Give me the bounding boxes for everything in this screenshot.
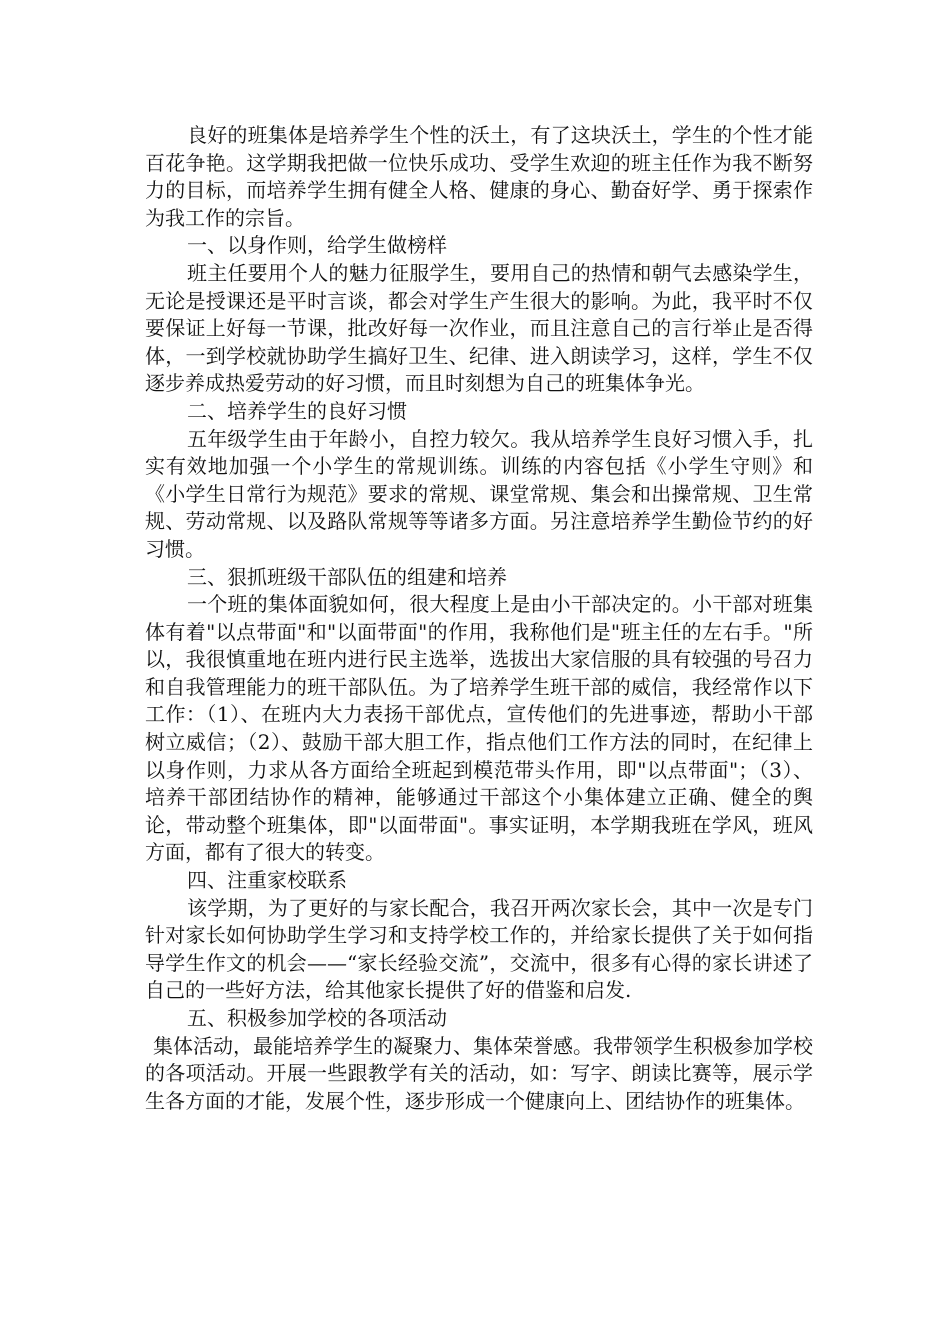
document-page (145, 122, 813, 1115)
section-heading-3: 三、狠抓班级干部队伍的组建和培养 (187, 564, 507, 589)
section-body-1: 班主任要用个人的魅力征服学生，要用自己的热情和朝气去感染学生，无论是授课还是平时言谈，都会对学生产生很大的影响。为此，我平时不仅要保证上好每一节课，批改好每一次作业，而且注意自己的言行举止是否得体，一到学校就协助学生搞好卫生、纪律、进入朗读学习，这样，学生不仅逐步养成热爱劳动的好习惯，而且时刻想为自己的班集体争光。 (145, 260, 813, 396)
section-heading-5: 五、积极参加学校的各项活动 (187, 1006, 447, 1030)
section-body-4: 该学期，为了更好的与家长配合，我召开两次家长会，其中一次是专门针对家长如何协助学生学习和支持学校工作的，并给家长提供了关于如何指导学生作文的机会——“家长经验交流”，交流中，很多有心得的家长讲述了自己的一些好方法，给其他家长提供了好的借鉴和启发. (145, 895, 813, 1003)
section-heading-1: 一、以身作则，给学生做榜样 (187, 233, 447, 258)
section-heading-4: 四、注重家校联系 (187, 868, 347, 893)
intro-paragraph: 良好的班集体是培养学生个性的沃土，有了这块沃土，学生的个性才能百花争艳。这学期我把做一位快乐成功、受学生欢迎的班主任作为我不断努力的目标，而培养学生拥有健全人格、健康的身心、勤奋好学、勇于探索作为我工作的宗旨。 (145, 123, 813, 230)
section-body-5: 集体活动，最能培养学生的凝聚力、集体荣誉感。我带领学生积极参加学校的各项活动。开展一些跟教学有关的活动，如：写字、朗读比赛等，展示学生各方面的才能，发展个性，逐步形成一个健康向上、团结协作的班集体。 (145, 1033, 813, 1113)
section-body-3: 一个班的集体面貌如何，很大程度上是由小干部决定的。小干部对班集体有着"以点带面"和"以面带面"的作用，我称他们是"班主任的左右手。"所以，我很慎重地在班内进行民主选举，选拔出大家信服的具有较强的号召力和自我管理能力的班干部队伍。为了培养学生班干部的威信，我经常作以下工作：（1）、在班内大力表扬干部优点，宣传他们的先进事迹，帮助小干部树立威信；（2）、鼓励干部大胆工作，指点他们工作方法的同时，在纪律上以身作则，力求从各方面给全班起到模范带头作用，即"以点带面"；（3）、培养干部团结协作的精神，能够通过干部这个小集体建立正确、健全的舆论，带动整个班集体，即"以面带面"。事实证明，本学期我班在学风，班风方面，都有了很大的转变。 (145, 592, 813, 865)
section-body-2: 五年级学生由于年龄小，自控力较欠。我从培养学生良好习惯入手，扎实有效地加强一个小学生的常规训练。训练的内容包括《小学生守则》和《小学生日常行为规范》要求的常规、课堂常规、集会和出操常规、卫生常规、劳动常规、以及路队常规等等诸多方面。另注意培养学生勤俭节约的好习惯。 (145, 426, 813, 561)
section-heading-2: 二、培养学生的良好习惯 (187, 398, 407, 423)
